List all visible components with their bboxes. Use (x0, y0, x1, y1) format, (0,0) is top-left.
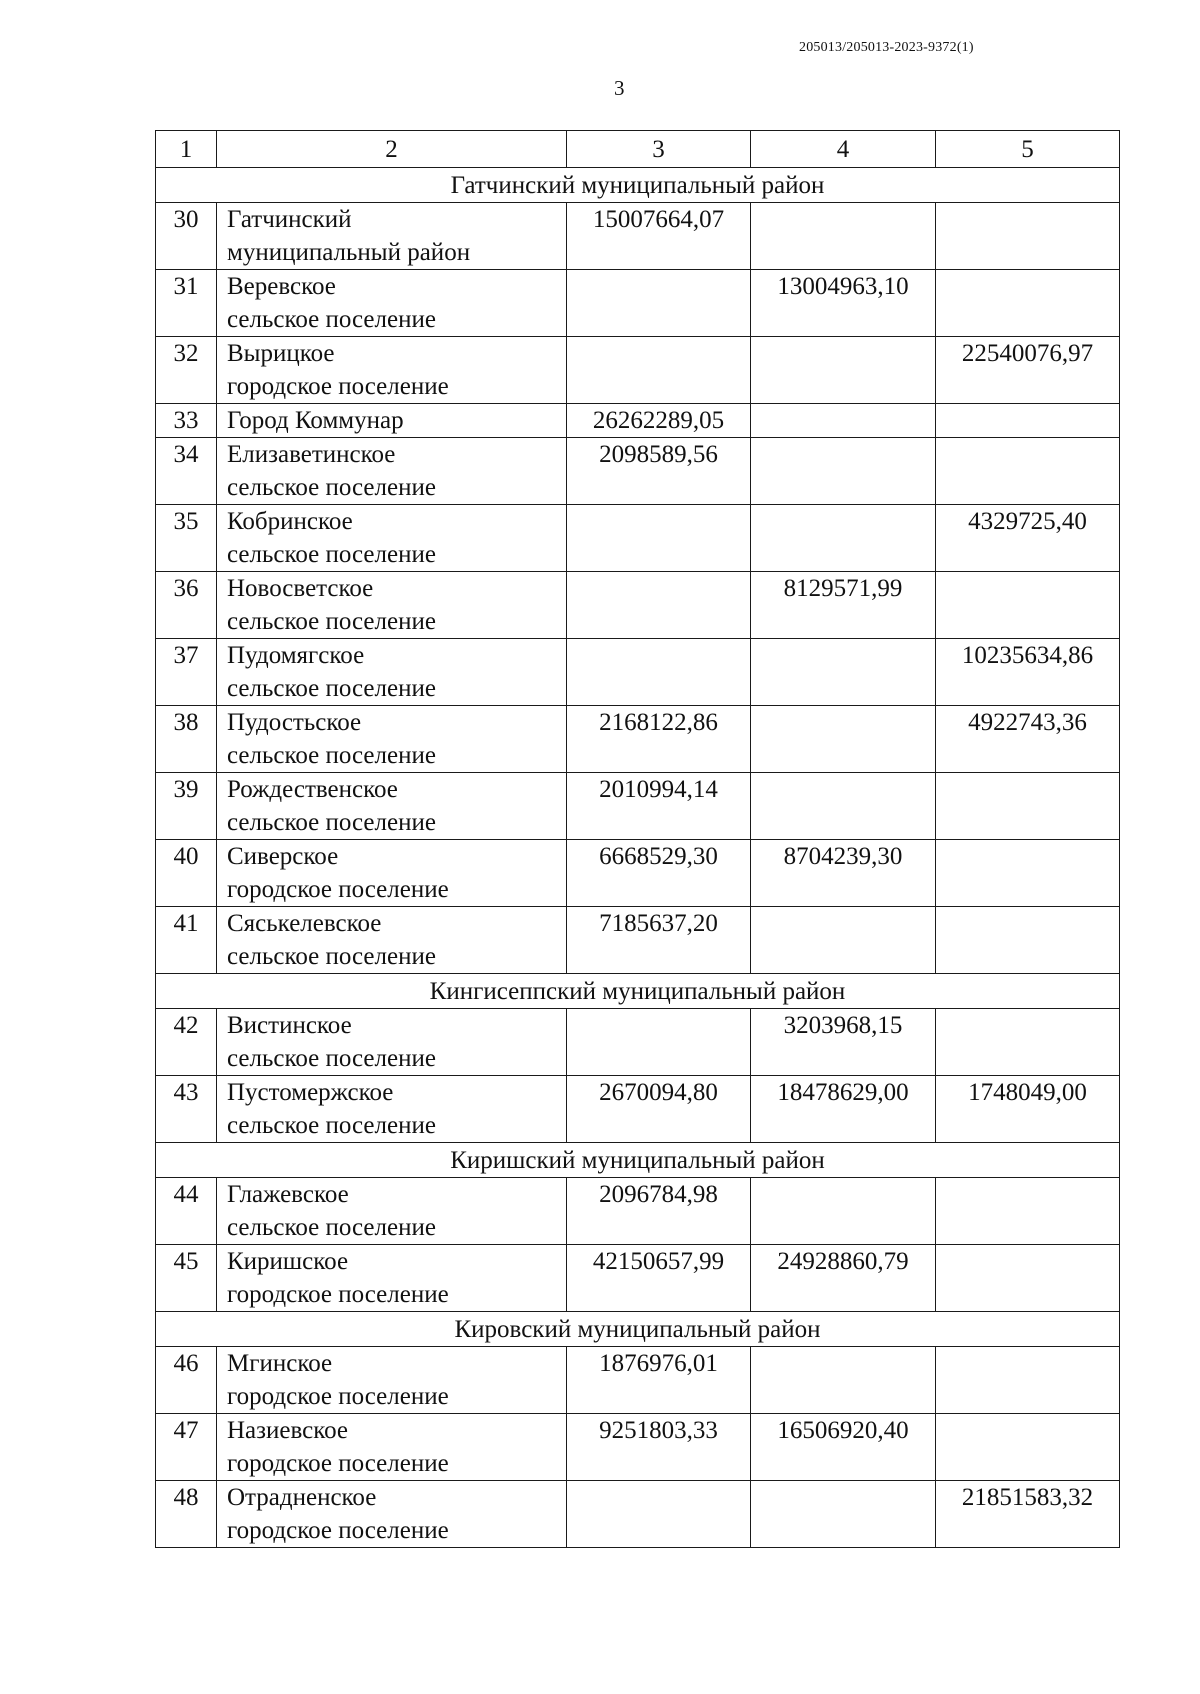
settlement-name-line2: сельское поселение (227, 943, 436, 970)
value-cell-c5 (936, 1347, 1120, 1414)
value-cell-c3 (567, 639, 751, 706)
row-number: 37 (156, 639, 217, 706)
data-table (155, 130, 1120, 1548)
settlement-name-line2: сельское поселение (227, 474, 436, 501)
table-row (156, 706, 1120, 773)
settlement-name-line2: сельское поселение (227, 608, 436, 635)
table-row (156, 840, 1120, 907)
value-cell-c3: 1876976,01 (567, 1347, 751, 1414)
section-row (156, 974, 1120, 1009)
settlement-name-line1: Киришское (227, 1248, 349, 1275)
row-number: 40 (156, 840, 217, 907)
value-cell-c3: 42150657,99 (567, 1245, 751, 1312)
value-cell-c3: 7185637,20 (567, 907, 751, 974)
section-row (156, 1143, 1120, 1178)
value-cell-c3: 2168122,86 (567, 706, 751, 773)
value-cell-c3: 6668529,30 (567, 840, 751, 907)
value-cell-c5 (936, 404, 1120, 438)
settlement-name-line2: городское поселение (227, 373, 449, 400)
row-number: 33 (156, 404, 217, 438)
table-row (156, 1481, 1120, 1548)
value-cell-c4 (751, 505, 936, 572)
page-number: 3 (614, 76, 625, 100)
settlement-name (217, 438, 567, 505)
value-cell-c5: 21851583,32 (936, 1481, 1120, 1548)
settlement-name-line1: Вырицкое (227, 340, 335, 367)
value-cell-c5 (936, 773, 1120, 840)
settlement-name-line1: Пудомягское (227, 642, 365, 669)
settlement-name-line1: Рождественское (227, 776, 398, 803)
value-cell-c4: 24928860,79 (751, 1245, 936, 1312)
value-cell-c4 (751, 438, 936, 505)
table-row (156, 404, 1120, 438)
value-cell-c3 (567, 1009, 751, 1076)
section-row (156, 1312, 1120, 1347)
value-cell-c5 (936, 1009, 1120, 1076)
row-number: 45 (156, 1245, 217, 1312)
table-row (156, 1178, 1120, 1245)
row-number: 32 (156, 337, 217, 404)
settlement-name-line1: Сиверское (227, 843, 339, 870)
settlement-name (217, 773, 567, 840)
value-cell-c4 (751, 1347, 936, 1414)
value-cell-c3: 9251803,33 (567, 1414, 751, 1481)
value-cell-c5: 4922743,36 (936, 706, 1120, 773)
section-title: Кингисеппский муниципальный район (156, 974, 1120, 1009)
row-number: 34 (156, 438, 217, 505)
settlement-name-line2: сельское поселение (227, 1045, 436, 1072)
settlement-name (217, 1481, 567, 1548)
value-cell-c3: 2670094,80 (567, 1076, 751, 1143)
header-row (156, 131, 1120, 168)
table-row (156, 907, 1120, 974)
row-number: 36 (156, 572, 217, 639)
table-row (156, 337, 1120, 404)
settlement-name (217, 907, 567, 974)
value-cell-c5 (936, 1178, 1120, 1245)
settlement-name-line2: городское поселение (227, 876, 449, 903)
value-cell-c3: 26262289,05 (567, 404, 751, 438)
value-cell-c4 (751, 1178, 936, 1245)
settlement-name-line1: Вистинское (227, 1012, 352, 1039)
settlement-name-line2: сельское поселение (227, 306, 436, 333)
settlement-name-line2: муниципальный район (227, 239, 471, 266)
value-cell-c4: 16506920,40 (751, 1414, 936, 1481)
row-number: 38 (156, 706, 217, 773)
settlement-name-line2: городское поселение (227, 1383, 449, 1410)
table-row (156, 572, 1120, 639)
value-cell-c5 (936, 1414, 1120, 1481)
settlement-name-line1: Город Коммунар (227, 407, 404, 434)
row-number: 39 (156, 773, 217, 840)
value-cell-c3: 15007664,07 (567, 203, 751, 270)
settlement-name-line1: Мгинское (227, 1350, 333, 1377)
value-cell-c3 (567, 572, 751, 639)
value-cell-c5 (936, 203, 1120, 270)
value-cell-c3: 2096784,98 (567, 1178, 751, 1245)
table-row (156, 1347, 1120, 1414)
settlement-name (217, 1347, 567, 1414)
settlement-name-line2: сельское поселение (227, 809, 436, 836)
settlement-name-line1: Отрадненское (227, 1484, 377, 1511)
value-cell-c4 (751, 773, 936, 840)
table-row (156, 505, 1120, 572)
settlement-name (217, 1178, 567, 1245)
value-cell-c3 (567, 1481, 751, 1548)
row-number: 42 (156, 1009, 217, 1076)
settlement-name-line1: Веревское (227, 273, 336, 300)
settlement-name-line1: Гатчинский (227, 206, 352, 233)
value-cell-c4: 8129571,99 (751, 572, 936, 639)
settlement-name (217, 1414, 567, 1481)
settlement-name-line1: Новосветское (227, 575, 374, 602)
settlement-name (217, 840, 567, 907)
table-row (156, 1245, 1120, 1312)
value-cell-c3: 2010994,14 (567, 773, 751, 840)
settlement-name-line1: Пустомержское (227, 1079, 394, 1106)
settlement-name (217, 404, 567, 438)
row-number: 48 (156, 1481, 217, 1548)
table-row (156, 270, 1120, 337)
value-cell-c4 (751, 404, 936, 438)
row-number: 30 (156, 203, 217, 270)
table-row (156, 438, 1120, 505)
settlement-name-line1: Глажевское (227, 1181, 349, 1208)
header-cell: 3 (567, 131, 751, 168)
value-cell-c4 (751, 907, 936, 974)
settlement-name (217, 1009, 567, 1076)
value-cell-c4 (751, 1481, 936, 1548)
value-cell-c3 (567, 505, 751, 572)
table-row (156, 639, 1120, 706)
settlement-name (217, 270, 567, 337)
settlement-name (217, 337, 567, 404)
section-row (156, 168, 1120, 203)
header-cell: 4 (751, 131, 936, 168)
table-row (156, 1009, 1120, 1076)
table-row (156, 203, 1120, 270)
value-cell-c4 (751, 706, 936, 773)
settlement-name (217, 1076, 567, 1143)
settlement-name-line1: Кобринское (227, 508, 353, 535)
value-cell-c5 (936, 907, 1120, 974)
value-cell-c4 (751, 337, 936, 404)
settlement-name (217, 706, 567, 773)
table-row (156, 773, 1120, 840)
settlement-name (217, 1245, 567, 1312)
value-cell-c3: 2098589,56 (567, 438, 751, 505)
settlement-name-line1: Пудостьское (227, 709, 362, 736)
header-cell: 1 (156, 131, 217, 168)
value-cell-c5: 22540076,97 (936, 337, 1120, 404)
settlement-name (217, 639, 567, 706)
value-cell-c4: 13004963,10 (751, 270, 936, 337)
value-cell-c4 (751, 639, 936, 706)
value-cell-c4: 18478629,00 (751, 1076, 936, 1143)
row-number: 35 (156, 505, 217, 572)
settlement-name-line2: сельское поселение (227, 742, 436, 769)
value-cell-c4: 8704239,30 (751, 840, 936, 907)
value-cell-c5 (936, 270, 1120, 337)
settlement-name-line2: городское поселение (227, 1517, 449, 1544)
settlement-name-line1: Назиевское (227, 1417, 349, 1444)
settlement-name (217, 203, 567, 270)
row-number: 47 (156, 1414, 217, 1481)
value-cell-c4 (751, 203, 936, 270)
table-body (156, 131, 1120, 1548)
value-cell-c5 (936, 1245, 1120, 1312)
row-number: 43 (156, 1076, 217, 1143)
settlement-name (217, 505, 567, 572)
section-title: Киришский муниципальный район (156, 1143, 1120, 1178)
section-title: Кировский муниципальный район (156, 1312, 1120, 1347)
value-cell-c5: 1748049,00 (936, 1076, 1120, 1143)
value-cell-c3 (567, 337, 751, 404)
document-id: 205013/205013-2023-9372(1) (799, 40, 974, 55)
settlement-name (217, 572, 567, 639)
row-number: 31 (156, 270, 217, 337)
value-cell-c4: 3203968,15 (751, 1009, 936, 1076)
table-row (156, 1414, 1120, 1481)
settlement-name-line2: городское поселение (227, 1281, 449, 1308)
row-number: 44 (156, 1178, 217, 1245)
settlement-name-line2: городское поселение (227, 1450, 449, 1477)
row-number: 41 (156, 907, 217, 974)
value-cell-c5 (936, 572, 1120, 639)
header-cell: 5 (936, 131, 1120, 168)
section-title: Гатчинский муниципальный район (156, 168, 1120, 203)
header-cell: 2 (217, 131, 567, 168)
settlement-name-line1: Елизаветинское (227, 441, 396, 468)
settlement-name-line2: сельское поселение (227, 675, 436, 702)
value-cell-c5: 10235634,86 (936, 639, 1120, 706)
table-row (156, 1076, 1120, 1143)
value-cell-c5 (936, 840, 1120, 907)
settlement-name-line2: сельское поселение (227, 541, 436, 568)
value-cell-c3 (567, 270, 751, 337)
value-cell-c5 (936, 438, 1120, 505)
settlement-name-line2: сельское поселение (227, 1112, 436, 1139)
settlement-name-line1: Сяськелевское (227, 910, 382, 937)
settlement-name-line2: сельское поселение (227, 1214, 436, 1241)
row-number: 46 (156, 1347, 217, 1414)
value-cell-c5: 4329725,40 (936, 505, 1120, 572)
